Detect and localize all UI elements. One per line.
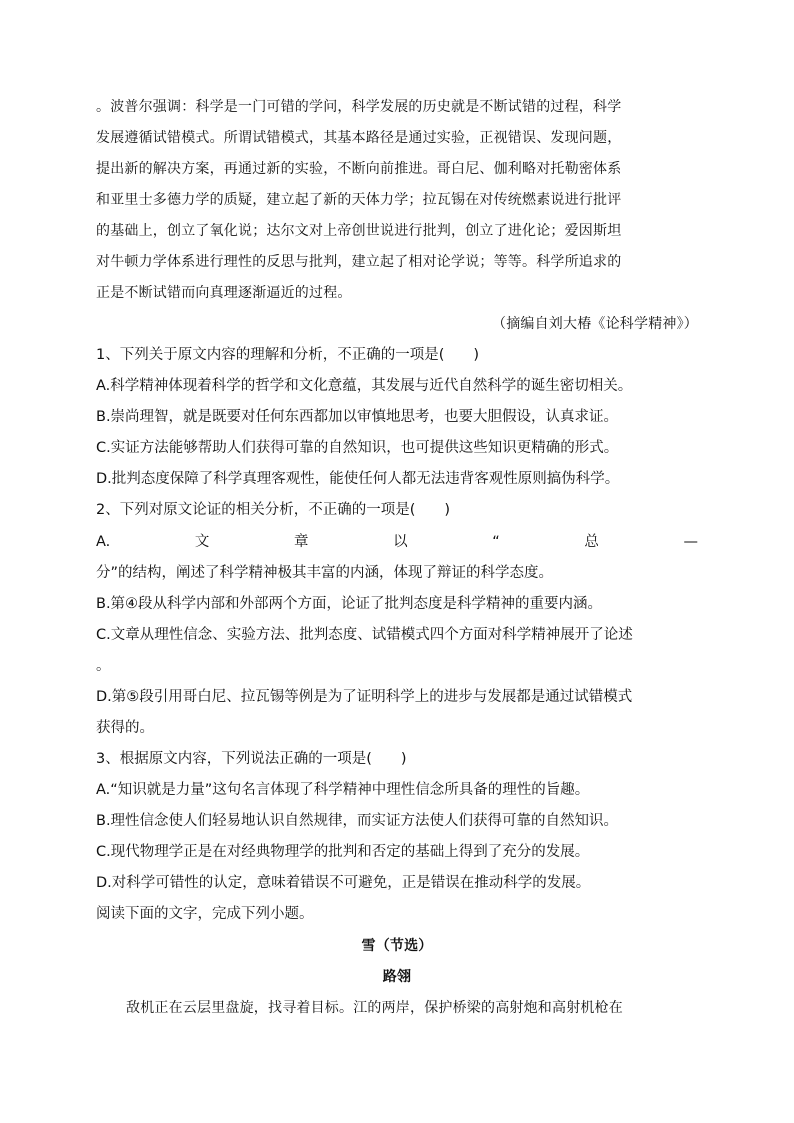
question-2-option-d-continuation: 获得的。	[96, 720, 154, 736]
question-1-option-c: C.实证方法能够帮助人们获得可靠的自然知识，也可提供这些知识更精确的形式。	[96, 440, 619, 456]
passage-line: 。波普尔强调：科学是一门可错的学问，科学发展的历史就是不断试错的过程，科学	[96, 99, 622, 115]
option-a-fragment: 章	[294, 534, 309, 550]
question-3-option-d: D.对科学可错性的认定，意味着错误不可避免，正是错误在推动科学的发展。	[96, 875, 591, 891]
question-2-option-b: B.第④段从科学内部和外部两个方面，论证了批判态度是科学精神的重要内涵。	[96, 596, 603, 612]
reading-author: 路翎	[382, 969, 412, 985]
question-3-stem: 3、根据原文内容，下列说法正确的一项是( )	[96, 751, 407, 767]
question-3-option-b: B.理性信念使人们轻易地认识自然规律，而实证方法使人们获得可靠的自然知识。	[96, 813, 619, 829]
reading-title: 雪（节选）	[361, 938, 433, 954]
passage-source: （摘编自刘大椿《论科学精神》）	[492, 316, 698, 332]
question-2-option-d: D.第⑤段引用哥白尼、拉瓦锡等例是为了证明科学上的进步与发展都是通过试错模式	[96, 689, 633, 705]
option-a-fragment: 总	[584, 534, 599, 550]
passage-line: 和亚里士多德力学的质疑，建立起了新的天体力学；拉瓦锡在对传统燃素说进行批评	[96, 192, 622, 208]
passage-line: 提出新的解决方案，再通过新的实验，不断向前推进。哥白尼、伽利略对托勒密体系	[96, 161, 622, 177]
question-1-stem: 1、下列关于原文内容的理解和分析，不正确的一项是( )	[96, 347, 480, 363]
question-2-option-a	[96, 531, 698, 553]
question-2-option-c: C.文章从理性信念、实验方法、批判态度、试错模式四个方面对科学精神展开了论述	[96, 627, 633, 643]
passage-line: 的基础上，创立了氧化说；达尔文对上帝创世说进行批判，创立了进化论；爱因斯坦	[96, 223, 622, 239]
question-3-option-a: A.“知识就是力量”这句名言体现了科学精神中理性信念所具备的理性的旨趣。	[96, 782, 590, 798]
reading-instruction: 阅读下面的文字，完成下列小题。	[96, 906, 314, 922]
option-a-fragment: 文	[194, 534, 210, 550]
question-3-option-c: C.现代物理学正是在对经典物理学的批判和否定的基础上得到了充分的发展。	[96, 844, 590, 860]
option-a-fragment: 以	[393, 534, 408, 550]
option-a-fragment: A.	[96, 534, 111, 550]
question-2-option-c-continuation: 。	[96, 658, 111, 674]
question-2-stem: 2、下列对原文论证的相关分析，不正确的一项是( )	[96, 502, 451, 518]
option-a-fragment: —	[683, 534, 698, 550]
question-1-option-a: A.科学精神体现着科学的哲学和文化意蕴，其发展与近代自然科学的诞生密切相关。	[96, 378, 633, 394]
passage-line: 正是不断试错而向真理逐渐逼近的过程。	[96, 285, 352, 301]
reading-first-line: 敌机正在云层里盘旋，找寻着目标。江的两岸，保护桥梁的高射炮和高射机枪在	[126, 1000, 623, 1016]
passage-line: 对牛顿力学体系进行理性的反思与批判，建立起了相对论学说；等等。科学所追求的	[96, 254, 622, 270]
question-1-option-d: D.批判态度保障了科学真理客观性，能使任何人都无法违背客观性原则搞伪科学。	[96, 471, 620, 487]
question-1-option-b: B.崇尚理智，就是既要对任何东西都加以审慎地思考，也要大胆假设，认真求证。	[96, 409, 619, 425]
option-a-fragment: “	[492, 534, 500, 550]
passage-line: 发展遵循试错模式。所谓试错模式，其基本路径是通过实验，正视错误、发现问题，	[96, 130, 622, 146]
question-2-option-a-continuation: 分”的结构，阐述了科学精神极其丰富的内涵，体现了辩证的科学态度。	[96, 565, 554, 581]
